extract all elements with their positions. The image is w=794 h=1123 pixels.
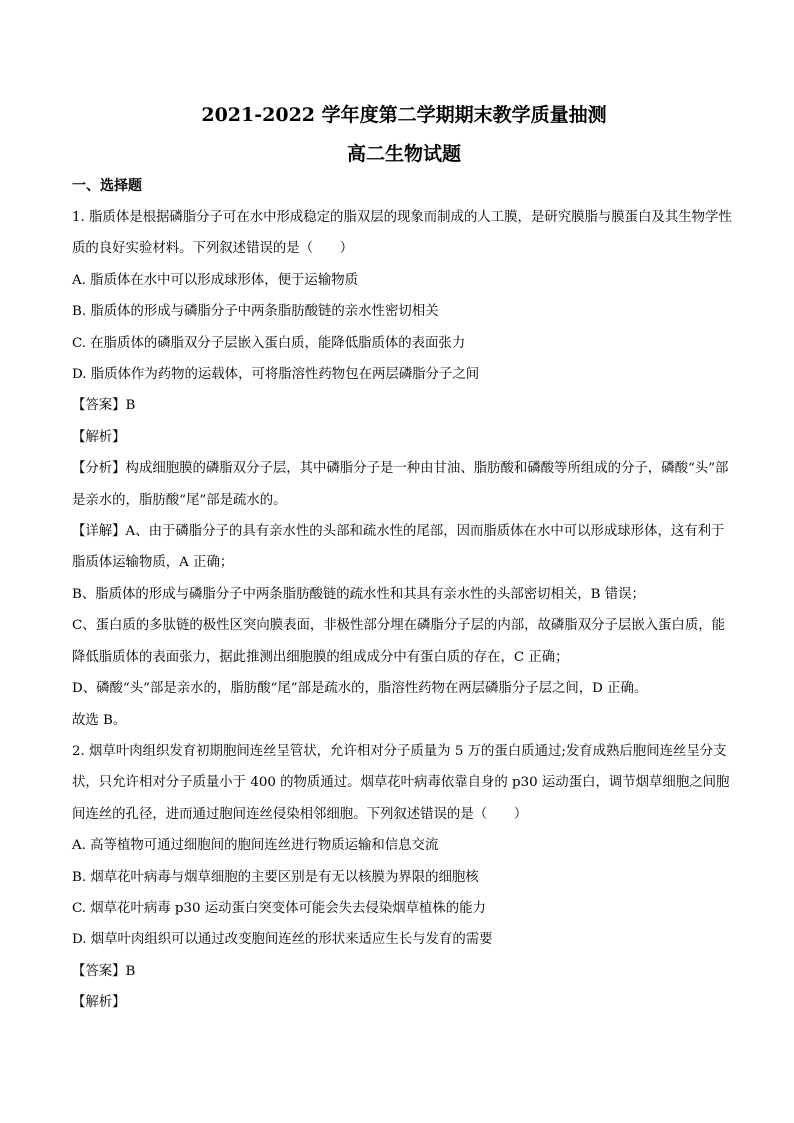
question-1-fenxi: 【分析】构成细胞膜的磷脂双分子层，其中磷脂分子是一种由甘油、脂肪酸和磷酸等所组成的分子，磷酸“头”部是亲水的，脂肪酸“尾”部是疏水的。 [72,461,729,508]
question-2-analysis-label: 【解析】 [72,995,126,1011]
page-title: 2021-2022 学年度第二学期期末教学质量抽测 [201,104,607,126]
question-2-option-b: B. 烟草花叶病毒与烟草细胞的主要区别是有无以核膜为界限的细胞核 [72,869,479,885]
question-1-option-c: C. 在脂质体的磷脂双分子层嵌入蛋白质，能降低脂质体的表面张力 [72,335,466,351]
question-1-analysis-label: 【解析】 [72,429,126,445]
page-subtitle: 高二生物试题 [346,143,461,165]
question-1-option-b: B. 脂质体的形成与磷脂分子中两条脂肪酸链的亲水性密切相关 [72,304,439,320]
question-1-detail-d: D、磷酸“头”部是亲水的，脂肪酸“尾”部是疏水的，脂溶性药物在两层磷脂分子层之间，D 正确。 [72,681,648,697]
question-1-answer: 【答案】B [72,398,136,414]
section-heading: 一、选择题 [72,178,142,194]
question-1-detail-b: B、脂质体的形成与磷脂分子中两条脂肪酸链的疏水性和其具有亲水性的头部密切相关，B 错误； [72,586,645,602]
question-2-answer: 【答案】B [72,963,136,979]
question-1-xiangjie: 【详解】A、由于磷脂分子的具有亲水性的头部和疏水性的尾部，因而脂质体在水中可以形成球形体，这有利于脂质体运输物质，A 正确； [72,524,725,571]
question-1 [72,202,736,736]
question-1-detail-c: C、蛋白质的多肽链的极性区突向膜表面，非极性部分埋在磷脂分子层的内部，故磷脂双分子层嵌入蛋白质，能降低脂质体的表面张力，据此推测出细胞膜的组成成分中有蛋白质的存在，C 正确； [72,618,725,665]
question-1-option-a: A. 脂质体在水中可以形成球形体，便于运输物质 [72,272,358,288]
question-1-conclusion: 故选 B。 [72,712,127,728]
question-2-option-d: D. 烟草叶肉组织可以通过改变胞间连丝的形状来适应生长与发育的需要 [72,932,493,948]
question-2 [72,736,736,1019]
question-1-option-d: D. 脂质体作为药物的运载体，可将脂溶性药物包在两层磷脂分子之间 [72,367,480,383]
question-1-stem: 1. 脂质体是根据磷脂分子可在水中形成稳定的脂双层的现象而制成的人工膜，是研究膜脂与膜蛋白及其生物学性质的良好实验材料。下列叙述错误的是（ ） [72,210,732,257]
question-2-option-a: A. 高等植物可通过细胞间的胞间连丝进行物质运输和信息交流 [72,838,439,854]
question-2-stem: 2. 烟草叶肉组织发育初期胞间连丝呈管状，允许相对分子质量为 5 万的蛋白质通过;发育成熟后胞间连丝呈分支状，只允许相对分子质量小于 400 的物质通过。烟草花叶病毒依靠自身的 p30 运动蛋白，调节烟草细胞之间胞间连丝的孔径，进而通过胞间连丝侵染相邻细胞。下列叙述错误的是（ ） [72,743,730,822]
question-2-option-c: C. 烟草花叶病毒 p30 运动蛋白突变体可能会失去侵染烟草植株的能力 [72,900,486,916]
